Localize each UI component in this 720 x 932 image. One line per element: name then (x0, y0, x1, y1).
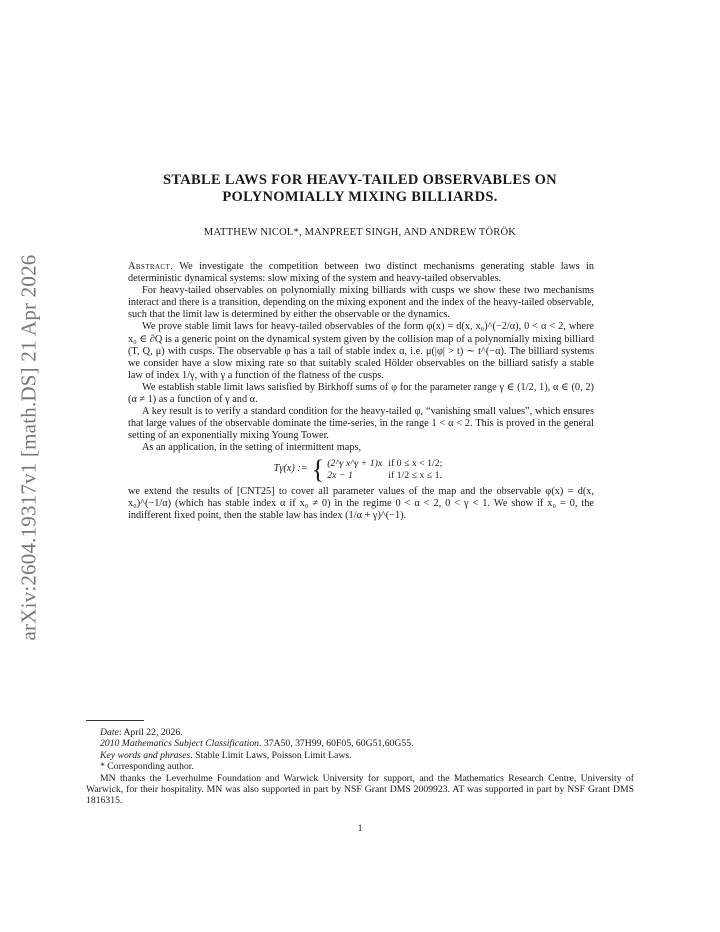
abstract-label: Abstract. (128, 261, 174, 272)
abstract-paragraph-1 (128, 261, 594, 285)
date-value: : April 22, 2026. (118, 727, 183, 738)
footnotes (86, 727, 634, 807)
title-line-2: POLYNOMIALLY MIXING BILLIARDS. (222, 189, 498, 205)
arxiv-identifier: arXiv:2604.19317v1 [math.DS] 21 Apr 2026 (16, 254, 41, 640)
equation-case-row (327, 470, 448, 482)
footnote-keywords (86, 750, 634, 761)
equation-lhs: Tγ(x) := (273, 463, 308, 475)
abstract-paragraph-6: As an application, in the setting of intermittent maps, (142, 442, 362, 454)
page-number: 1 (357, 823, 363, 834)
date-label: Date (100, 727, 119, 738)
abstract-paragraph-3: We prove stable limit laws for heavy-tailed observables of the form φ(x) = d(x, x₀)^(−2/α), 0 < α < 2, where x₀ ∈ ∂Q is a generic point on the dynamical system given by the collision map of a polynomially mixing billiard (T, Q, μ) with cusps. The observable φ has a tail of stable index α, i.e. μ(|φ| > t) ∼ t^(−α). The billiard systems we consider have a slow mixing rate so that suitably scaled Hölder observables on the billiard satisfy a stable law of index 1/γ, with γ a function of the flatness of the cusps. (128, 321, 594, 381)
case-1-condition: if 0 ≤ x < 1/2; (388, 457, 443, 469)
keywords-value: . Stable Limit Laws, Poisson Limit Laws. (190, 749, 352, 761)
arxiv-sidebar-stamp (0, 232, 58, 662)
intermittent-map-equation (128, 454, 594, 484)
author-list: MATTHEW NICOL*, MANPREET SINGH, AND ANDREW TÖRÖK (203, 227, 517, 238)
msc-label: 2010 Mathematics Subject Classification (100, 738, 260, 750)
footnote-thanks: MN thanks the Leverhulme Foundation and Warwick University for support, and the Mathematics Research Centre, University of Warwick, for their hospitality. MN was also supported in part by NSF Grant DMS 2009923. AT was supported in part by NSF Grant DMS 1816315. (86, 772, 634, 807)
abstract-p1-text: We investigate the competition between two distinct mechanisms generating stable laws in deterministic dynamical systems: slow mixing of the system and heavy-tailed observables. (128, 261, 594, 285)
equation-case-row (327, 458, 448, 470)
footnote-msc (86, 738, 634, 749)
case-1-expression: (2^γ x^γ + 1)x (327, 457, 383, 469)
abstract-paragraph-5: A key result is to verify a standard condition for the heavy-tailed φ, “vanishing small values”, which ensures that large values of the observable dominate the time-series, in the range 1 < α < 2. This is proved in the general setting of an exponentially mixing Young Tower. (128, 406, 594, 442)
case-2-expression: 2x − 1 (327, 469, 353, 481)
equation-cases (327, 458, 448, 482)
keywords-label: Key words and phrases (100, 749, 191, 761)
abstract-paragraph-2: For heavy-tailed observables on polynomially mixing billiards with cusps we show these two mechanisms interact and there is a transition, depending on the mixing exponent and the index of the heavy-tailed observable, such that the limit law is determined by either the observable or the dynamics. (128, 285, 594, 321)
paper-title (86, 172, 634, 206)
abstract (128, 261, 594, 522)
equation-brace: { (311, 454, 325, 484)
footnote-date (86, 727, 634, 738)
msc-value: . 37A50, 37H99, 60F05, 60G51,60G55. (259, 738, 414, 750)
abstract-paragraph-7: we extend the results of [CNT25] to cover all parameter values of the map and the observable φ(x) = d(x, x₀)^(−1/α) (which has stable index α if x₀ ≠ 0) in the regime 0 < α < 2, 0 < γ < 1. We show if x₀ = 0, the indifferent fixed point, then the stable law has index (1/α + γ)^(−1). (128, 485, 594, 521)
footnote-rule (86, 720, 144, 721)
footnote-corresponding: * Corresponding author. (100, 761, 194, 773)
title-line-1: STABLE LAWS FOR HEAVY-TAILED OBSERVABLES ON (163, 172, 557, 188)
abstract-paragraph-4: We establish stable limit laws satisfied by Birkhoff sums of φ for the parameter range γ ∈ (1/2, 1), α ∈ (0, 2) (α ≠ 1) as a function of γ and α. (128, 381, 594, 406)
case-2-condition: if 1/2 ≤ x ≤ 1. (388, 469, 442, 481)
